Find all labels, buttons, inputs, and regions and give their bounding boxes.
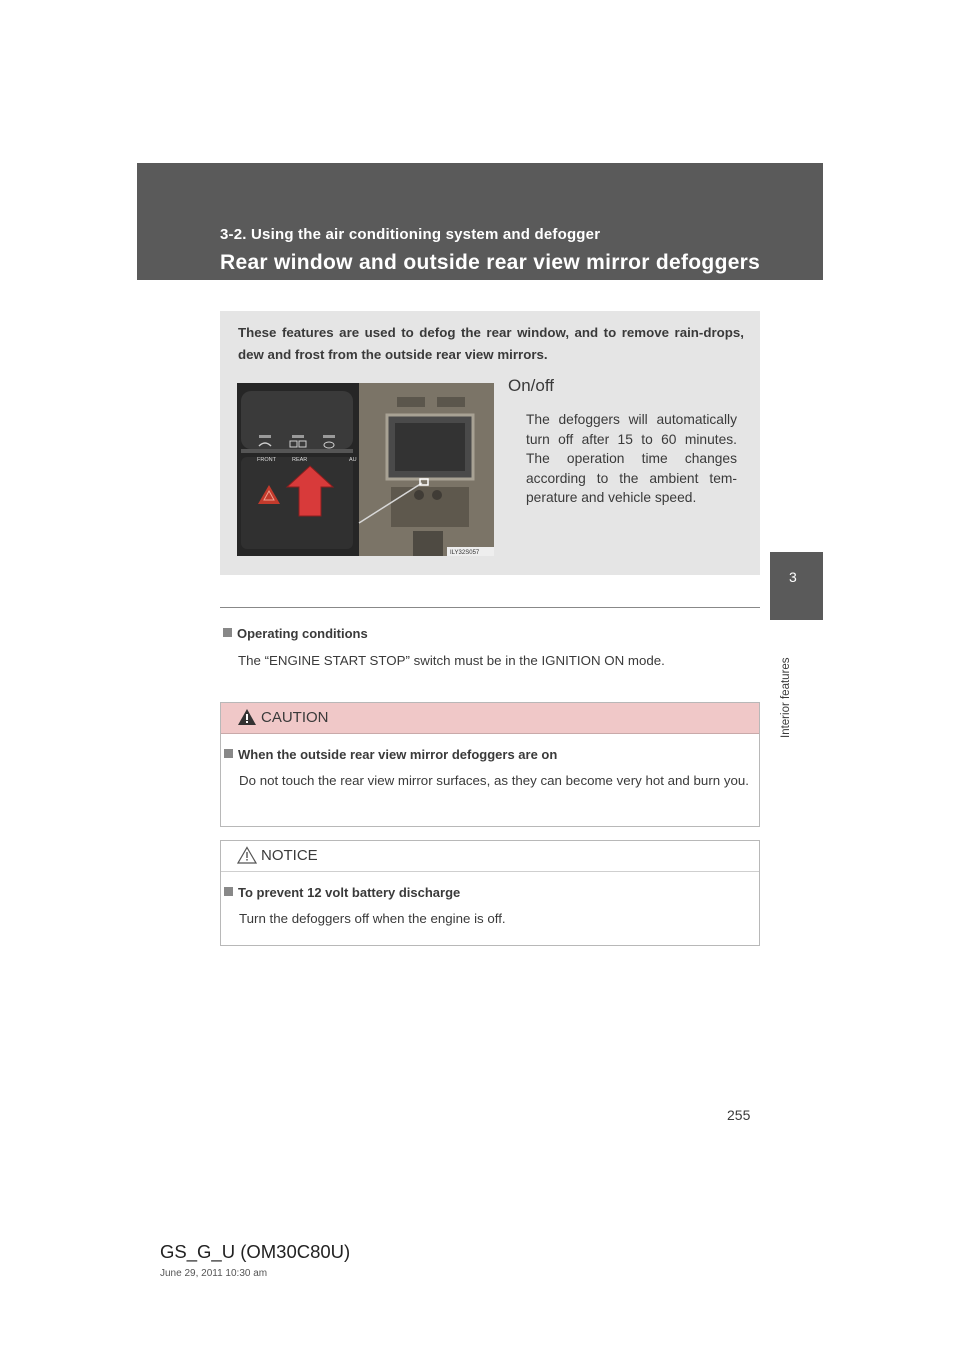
- btn-rear-label: REAR: [292, 457, 308, 463]
- notice-title: NOTICE: [261, 847, 318, 864]
- notice-text: Turn the defoggers off when the engine is off.: [239, 911, 506, 926]
- document-date: June 29, 2011 10:30 am: [160, 1268, 268, 1279]
- square-bullet-icon: [224, 749, 233, 758]
- figure-code: ILY32S057: [450, 550, 480, 556]
- operating-text: The “ENGINE START STOP” switch must be in the IGNITION ON mode.: [238, 653, 665, 668]
- notice-heading: To prevent 12 volt battery discharge: [224, 885, 460, 900]
- notice-box: [220, 840, 760, 946]
- caution-text: Do not touch the rear view mirror surfaces, as they can become very hot and burn you.: [239, 773, 749, 788]
- page-number: 255: [727, 1107, 751, 1123]
- section-divider: [220, 607, 760, 608]
- document-code: GS_G_U (OM30C80U): [160, 1241, 351, 1262]
- dashboard-photo: [237, 383, 494, 556]
- square-bullet-icon: [223, 628, 232, 637]
- notice-header: [221, 841, 759, 872]
- callout-text: The defoggers will automatically turn off after 15 to 60 minutes. The operation time changes according to the ambient tem-perature and vehicle speed.: [526, 412, 737, 505]
- caution-title: CAUTION: [261, 709, 329, 726]
- btn-auto-label: AU: [349, 457, 357, 463]
- warning-triangle-icon: [237, 708, 257, 726]
- square-bullet-icon: [224, 887, 233, 896]
- chapter-number: 3: [789, 569, 797, 585]
- caution-heading: When the outside rear view mirror defoggers are on: [224, 747, 557, 762]
- chapter-label: Interior features: [780, 657, 792, 738]
- btn-front-label: FRONT: [257, 457, 276, 463]
- warning-triangle-icon: [237, 846, 257, 864]
- page-title: Rear window and outside rear view mirror defoggers: [220, 251, 761, 274]
- caution-box: [220, 702, 760, 827]
- section-label: 3-2. Using the air conditioning system and defogger: [220, 226, 601, 243]
- intro-text: These features are used to defog the rear window, and to remove rain-drops, dew and frost from the outside rear view mirrors.: [238, 325, 744, 362]
- chapter-tab[interactable]: [770, 552, 823, 620]
- callout-label: On/off: [508, 376, 554, 395]
- caution-header: [221, 703, 759, 734]
- operating-heading: Operating conditions: [223, 626, 368, 641]
